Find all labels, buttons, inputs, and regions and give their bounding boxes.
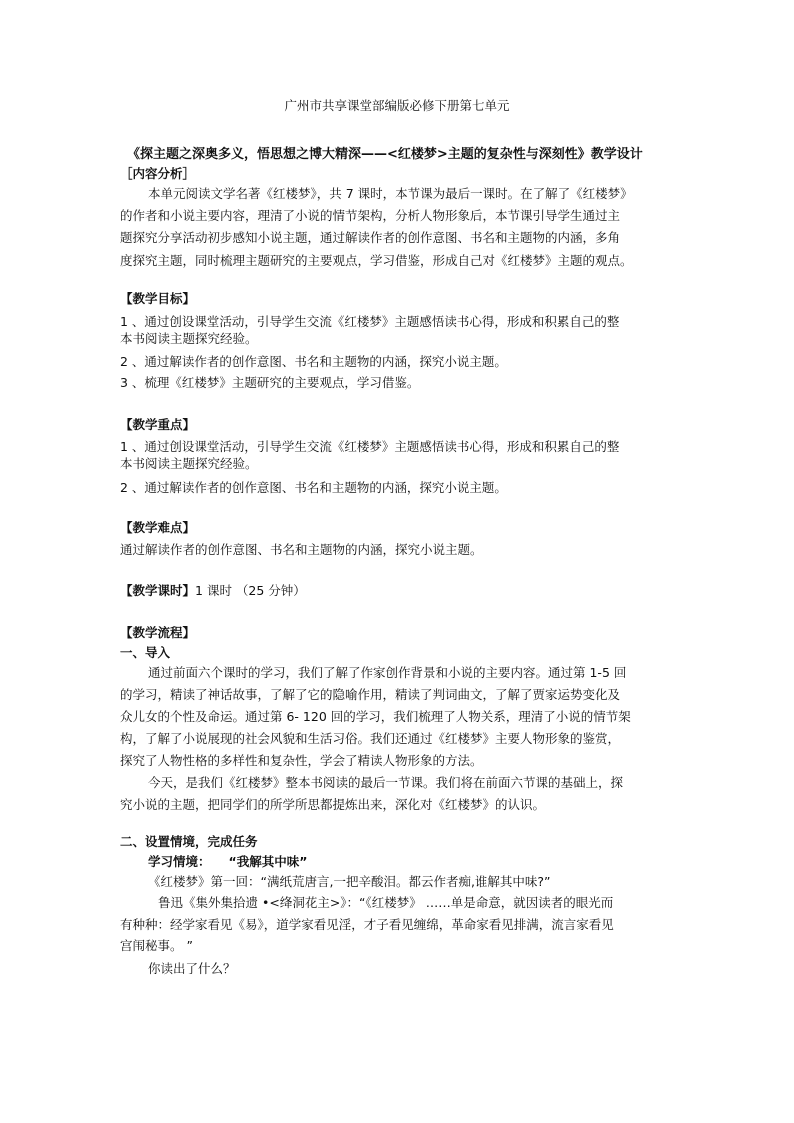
key-point-line: 1 、通过创设课堂活动，引导学生交流《红楼梦》主题感悟读书心得，形成和积累自己的整	[120, 439, 620, 454]
objectives-heading: 【教学目标】	[120, 291, 196, 306]
intro-line: 究小说的主题，把同学们的所学所思都提炼出来，深化对《红楼梦》的认识。	[120, 797, 546, 812]
situation-line: 你读出了什么？	[148, 961, 236, 976]
section2-heading: 二、设置情境，完成任务	[120, 834, 258, 849]
objective-line: 3 、梳理《红楼梦》主题研究的主要观点，学习借鉴。	[120, 375, 420, 390]
key-point-line: 本书阅读主题探究经验。	[120, 456, 258, 471]
intro-line: 众儿女的个性及命运。通过第 6- 120 回的学习，我们梳理了人物关系，理清了小说的情节架	[120, 709, 631, 724]
paragraph-line: 度探究主题，同时梳理主题研究的主要观点，学习借鉴，形成自己对《红楼梦》主题的观点。	[120, 253, 633, 268]
intro-line: 探究了人物性格的多样性和复杂性，学会了精读人物形象的方法。	[120, 753, 483, 768]
paragraph-line: 题探究分享活动初步感知小说主题，通过解读作者的创作意图、书名和主题物的内涵，多角	[120, 230, 621, 245]
situation-title: “我解其中味”	[228, 854, 308, 869]
situation-row	[148, 854, 307, 870]
paragraph-line: 的作者和小说主要内容，理清了小说的情节架构，分析人物形象后，本节课引导学生通过主	[120, 208, 621, 223]
situation-line: 宫闱秘事。 ”	[120, 938, 193, 953]
situation-label: 学习情境：	[148, 854, 211, 869]
key-point-line: 2 、通过解读作者的创作意图、书名和主题物的内涵，探究小说主题。	[120, 480, 507, 495]
key-points-heading: 【教学重点】	[120, 417, 196, 432]
duration-row	[120, 583, 306, 599]
intro-line: 构，了解了小说展现的社会风貌和生活习俗。我们还通过《红楼梦》主要人物形象的鉴赏，	[120, 731, 621, 746]
section1-heading: 一、导入	[120, 645, 171, 660]
situation-line: 有种种：经学家看见《易》，道学家看见淫，才子看见缠绵，革命家看见排满，流言家看见	[120, 917, 614, 932]
intro-line: 今天，是我们《红楼梦》整本书阅读的最后一节课。我们将在前面六节课的基础上，探	[148, 775, 624, 790]
objective-line: 1 、通过创设课堂活动，引导学生交流《红楼梦》主题感悟读书心得，形成和积累自己的整	[120, 314, 620, 329]
situation-line: 《红楼梦》第一回：“满纸荒唐言,一把辛酸泪。都云作者痴,谁解其中味?”	[148, 874, 551, 889]
duration-heading: 【教学课时】	[120, 583, 196, 598]
content-analysis-heading: ［内容分析］	[120, 166, 196, 181]
objective-line: 2 、通过解读作者的创作意图、书名和主题物的内涵，探究小说主题。	[120, 354, 507, 369]
duration-value: 1 课时 （25 分钟）	[195, 583, 306, 598]
page-header: 广州市共享课堂部编版必修下册第七单元	[284, 98, 510, 113]
paragraph-line: 本单元阅读文学名著《红楼梦》，共 7 课时，本节课为最后一课时。在了解了《红楼梦》	[148, 186, 633, 201]
process-heading: 【教学流程】	[120, 625, 196, 640]
objective-line: 本书阅读主题探究经验。	[120, 331, 258, 346]
difficulties-heading: 【教学难点】	[120, 520, 196, 535]
situation-line: 鲁迅《集外集拾遗 •<绛洞花主>》：“《红楼梦》 ……单是命意，就因读者的眼光而	[158, 895, 614, 910]
difficulty-line: 通过解读作者的创作意图、书名和主题物的内涵，探究小说主题。	[120, 542, 483, 557]
intro-line: 的学习，精读了神话故事，了解了它的隐喻作用，精读了判词曲文，了解了贾家运势变化及	[120, 687, 621, 702]
document-title: 《探主题之深奥多义，悟思想之博大精深——<红楼梦>主题的复杂性与深刻性》教学设计	[127, 147, 643, 162]
intro-line: 通过前面六个课时的学习，我们了解了作家创作背景和小说的主要内容。通过第 1-5 回	[148, 665, 627, 680]
